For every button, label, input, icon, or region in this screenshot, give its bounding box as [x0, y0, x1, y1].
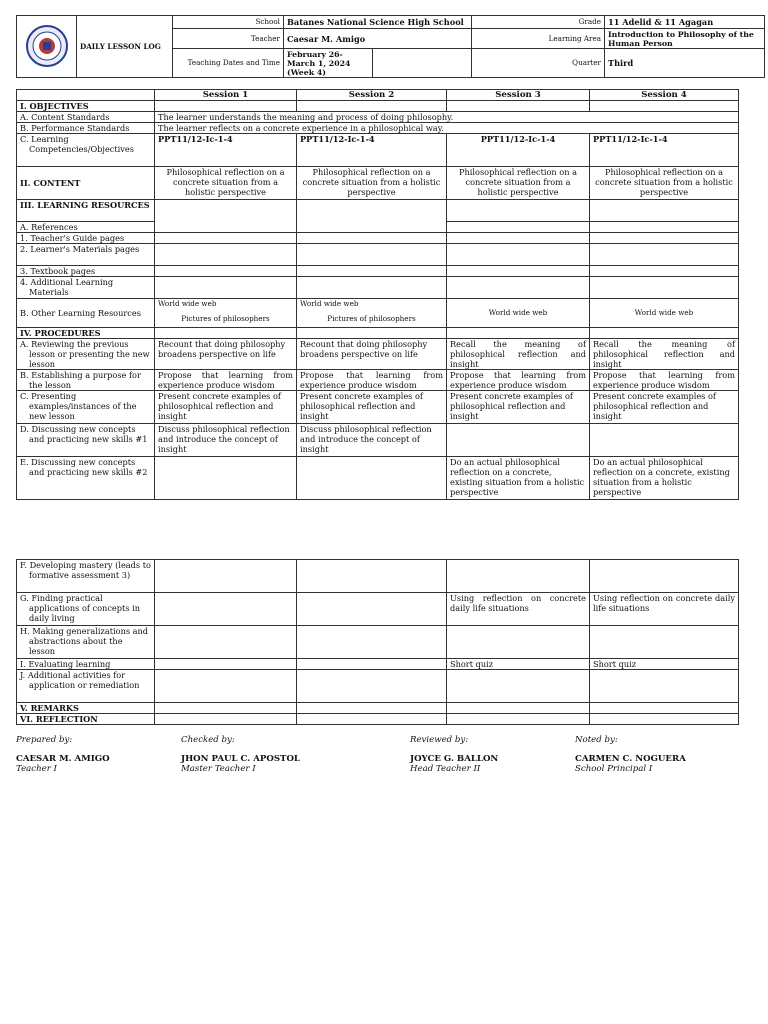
- content-session-3: Philosophical reflection on a concrete situation from a holistic perspective: [447, 167, 590, 200]
- signature-position: School Principal I: [575, 764, 653, 774]
- proc-h-label: H. Making generalizations and abstractions about the lesson: [17, 626, 155, 659]
- teachers-guide-label: 1. Teacher's Guide pages: [17, 233, 155, 244]
- olr-session-1-line-1: World wide web: [158, 299, 217, 308]
- teacher-value: Caesar M. Amigo: [284, 29, 472, 49]
- proc-a-session-4: Recall the meaning of philosophical reflection and insight: [590, 339, 739, 370]
- proc-b-session-2: Propose that learning from experience produce wisdom: [297, 370, 447, 391]
- olr-session-4: World wide web: [590, 299, 739, 328]
- content-session-2: Philosophical reflection on a concrete situation from a holistic perspective: [297, 167, 447, 200]
- signature-name: JHON PAUL C. APOSTOL: [181, 754, 300, 764]
- textbook-pages-label: 3. Textbook pages: [17, 266, 155, 277]
- olr-session-1-line-2: Pictures of philosophers: [181, 314, 270, 323]
- proc-f-label: F. Developing mastery (leads to formative assessment 3): [17, 560, 155, 593]
- content-standards-label: A. Content Standards: [17, 112, 155, 123]
- lesson-table-part-2: [16, 559, 739, 725]
- resources-heading: III. LEARNING RESOURCES: [17, 200, 155, 222]
- session-3-header: Session 3: [447, 90, 590, 101]
- olr-session-2-line-1: World wide web: [300, 299, 359, 308]
- proc-a-session-3: Recall the meaning of philosophical reflection and insight: [447, 339, 590, 370]
- content-session-4: Philosophical reflection on a concrete situation from a holistic perspective: [590, 167, 739, 200]
- signature-prepared: [16, 735, 110, 774]
- quarter-value: Third: [605, 49, 765, 78]
- signature-label: Noted by:: [575, 735, 618, 745]
- proc-i-session-3: Short quiz: [447, 659, 590, 670]
- proc-a-session-1: Recount that doing philosophy broadens perspective on life: [155, 339, 297, 370]
- teaching-dates-value: February 26- March 1, 2024 (Week 4): [284, 49, 373, 78]
- signature-label: Checked by:: [181, 735, 235, 745]
- proc-c-session-1: Present concrete examples of philosophical reflection and insight: [155, 391, 297, 424]
- other-resources-label: B. Other Learning Resources: [17, 299, 155, 328]
- proc-b-session-1: Propose that learning from experience produce wisdom: [155, 370, 297, 391]
- competency-session-4: PPT11/12-Ic-1-4: [590, 134, 739, 167]
- session-header-row: [17, 90, 739, 101]
- learners-materials-label: 2. Learner's Materials pages: [17, 244, 155, 266]
- proc-d-session-1: Discuss philosophical reflection and introduce the concept of insight: [155, 424, 297, 457]
- session-4-header: Session 4: [590, 90, 739, 101]
- competency-session-1: PPT11/12-Ic-1-4: [155, 134, 297, 167]
- competency-session-2: PPT11/12-Ic-1-4: [297, 134, 447, 167]
- signature-name: JOYCE G. BALLON: [410, 754, 499, 764]
- performance-standards-value: The learner reflects on a concrete experience in a philosophical way.: [155, 123, 739, 134]
- proc-a-session-2: Recount that doing philosophy broadens perspective on life: [297, 339, 447, 370]
- proc-e-label: E. Discussing new concepts and practicing new skills #2: [17, 457, 155, 500]
- proc-d-label: D. Discussing new concepts and practicing new skills #1: [17, 424, 155, 457]
- grade-value: 11 Adelid & 11 Agagan: [605, 16, 765, 29]
- proc-i-session-4: Short quiz: [590, 659, 739, 670]
- quarter-label: Quarter: [472, 49, 605, 78]
- competencies-label: C. Learning Competencies/Objectives: [17, 134, 155, 167]
- proc-c-session-4: Present concrete examples of philosophical reflection and insight: [590, 391, 739, 424]
- header-table: [16, 15, 765, 78]
- signature-name: CAESAR M. AMIGO: [16, 754, 110, 764]
- signature-noted: [575, 735, 686, 774]
- session-2-header: Session 2: [297, 90, 447, 101]
- signature-checked: [181, 735, 300, 774]
- olr-session-2-line-2: Pictures of philosophers: [327, 314, 416, 323]
- content-session-1: Philosophical reflection on a concrete situation from a holistic perspective: [155, 167, 297, 200]
- log-title: DAILY LESSON LOG: [77, 16, 173, 78]
- reflection-heading: VI. REFLECTION: [17, 714, 155, 725]
- teaching-time-blank: [373, 49, 472, 78]
- proc-c-session-3: Present concrete examples of philosophical reflection and insight: [447, 391, 590, 424]
- proc-e-session-3: Do an actual philosophical reflection on a concrete, existing situation from a holistic perspective: [447, 457, 590, 500]
- proc-j-label: J. Additional activities for application or remediation: [17, 670, 155, 703]
- signature-label: Reviewed by:: [410, 735, 469, 745]
- proc-g-session-4: Using reflection on concrete daily life situations: [590, 593, 739, 626]
- proc-g-label: G. Finding practical applications of concepts in daily living: [17, 593, 155, 626]
- teacher-label: Teacher: [173, 29, 284, 49]
- proc-d-session-2: Discuss philosophical reflection and introduce the concept of insight: [297, 424, 447, 457]
- content-heading: II. CONTENT: [17, 167, 155, 200]
- deped-seal-cell: [17, 16, 77, 78]
- content-standards-value: The learner understands the meaning and process of doing philosophy.: [155, 112, 739, 123]
- teaching-dates-label: Teaching Dates and Time: [173, 49, 284, 78]
- additional-materials-label: 4. Additional Learning Materials: [17, 277, 155, 299]
- proc-b-label: B. Establishing a purpose for the lesson: [17, 370, 155, 391]
- objectives-heading: I. OBJECTIVES: [17, 101, 155, 112]
- references-label: A. References: [17, 222, 155, 233]
- lesson-table-part-1: [16, 89, 739, 500]
- signature-position: Teacher I: [16, 764, 57, 774]
- grade-label: Grade: [472, 16, 605, 29]
- olr-session-3: World wide web: [447, 299, 590, 328]
- proc-e-session-4: Do an actual philosophical reflection on a concrete, existing situation from a holistic perspective: [590, 457, 739, 500]
- proc-c-label: C. Presenting examples/instances of the new lesson: [17, 391, 155, 424]
- remarks-heading: V. REMARKS: [17, 703, 155, 714]
- proc-b-session-4: Propose that learning from experience produce wisdom: [590, 370, 739, 391]
- deped-seal-icon: [25, 24, 69, 68]
- learning-area-value: Introduction to Philosophy of the Human Person: [605, 29, 765, 49]
- procedures-heading: IV. PROCEDURES: [17, 328, 155, 339]
- proc-c-session-2: Present concrete examples of philosophical reflection and insight: [297, 391, 447, 424]
- school-value: Batanes National Science High School: [284, 16, 472, 29]
- proc-a-label: A. Reviewing the previous lesson or presenting the new lesson: [17, 339, 155, 370]
- competency-session-3: PPT11/12-Ic-1-4: [447, 134, 590, 167]
- signature-position: Master Teacher I: [181, 764, 256, 774]
- performance-standards-label: B. Performance Standards: [17, 123, 155, 134]
- session-header-blank: [17, 90, 155, 101]
- proc-b-session-3: Propose that learning from experience produce wisdom: [447, 370, 590, 391]
- signature-position: Head Teacher II: [410, 764, 481, 774]
- signature-name: CARMEN C. NOGUERA: [575, 754, 686, 764]
- signature-reviewed: [410, 735, 498, 774]
- session-1-header: Session 1: [155, 90, 297, 101]
- learning-area-label: Learning Area: [472, 29, 605, 49]
- school-label: School: [173, 16, 284, 29]
- signature-label: Prepared by:: [16, 735, 73, 745]
- proc-g-session-3: Using reflection on concrete daily life situations: [447, 593, 590, 626]
- proc-i-label: I. Evaluating learning: [17, 659, 155, 670]
